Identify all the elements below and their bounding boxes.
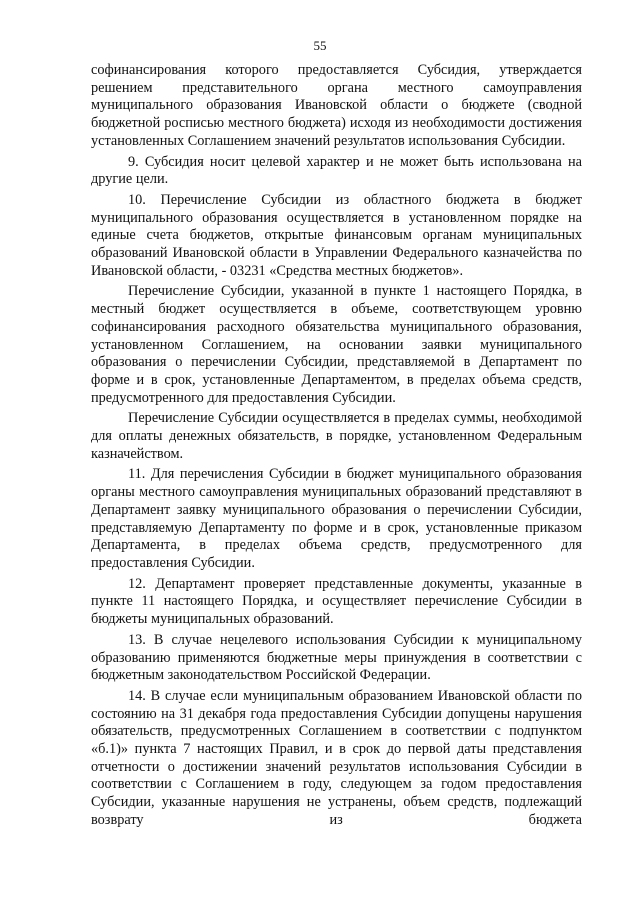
paragraph-11: 11. Для перечисления Субсидии в бюджет муниципального образования органы местного самоуправления муниципальных образований представляют в Департамент заявку муниципального образования о перечислении Субсидии, представляемую Департаменту по форме и в срок, установленные приказом Департамента, в пределах объема средств, предусмотренного для предоставления Субсидии. — [91, 466, 582, 571]
paragraph-9: 9. Субсидия носит целевой характер и не может быть использована на другие цели. — [91, 153, 582, 188]
page-number: 55 — [313, 38, 327, 53]
document-body — [91, 62, 582, 830]
paragraph-continuation: софинансирования которого предоставляется Субсидия, утверждается решением представительного органа местного самоуправления муниципального образования Ивановской области о бюджете (сводной бюджетной росписью местного бюджета) исходя из необходимости достижения установленных Соглашением значений результатов использования Субсидии. — [91, 62, 582, 149]
paragraph-14: 14. В случае если муниципальным образованием Ивановской области по состоянию на 31 декабря года предоставления Субсидии допущены нарушения обязательств, предусмотренных Соглашением в соответствии с подпунктом «б.1)» пункта 7 настоящих Правил, и в срок до первой даты представления отчетности о достижении значений результатов использования Субсидии в соответствии с Соглашением в году, следующем за годом предоставления Субсидии, указанные нарушения не устранены, объем средств, подлежащий возврату из бюджета — [91, 687, 582, 828]
paragraph-13: 13. В случае нецелевого использования Субсидии к муниципальному образованию применяются бюджетные меры принуждения в соответствии с бюджетным законодательством Российской Федерации. — [91, 631, 582, 684]
paragraph-10-transfer: Перечисление Субсидии, указанной в пункте 1 настоящего Порядка, в местный бюджет осуществляется в объеме, соответствующем уровню софинансирования расходного обязательства муниципального образования, установленном Соглашением, на основании заявки муниципального образования о перечислении Субсидии, представляемой в Департамент по форме и в срок, установленные Департаментом, в пределах объема средств, предусмотренного для предоставления Субсидии. — [91, 283, 582, 406]
paragraph-10-limits: Перечисление Субсидии осуществляется в пределах суммы, необходимой для оплаты денежных обязательств, в порядке, установленном Федеральным казначейством. — [91, 410, 582, 462]
paragraph-10: 10. Перечисление Субсидии из областного бюджета в бюджет муниципального образования осуществляется в установленном порядке на единые счета бюджетов, открытые финансовым органам муниципальных образований Ивановской области в Управлении Федерального казначейства по Ивановской области, - 03231 «Средства местных бюджетов». — [91, 191, 582, 279]
paragraph-12: 12. Департамент проверяет представленные документы, указанные в пункте 11 настоящего Порядка, и осуществляет перечисление Субсидии в бюджеты муниципальных образований. — [91, 575, 582, 628]
